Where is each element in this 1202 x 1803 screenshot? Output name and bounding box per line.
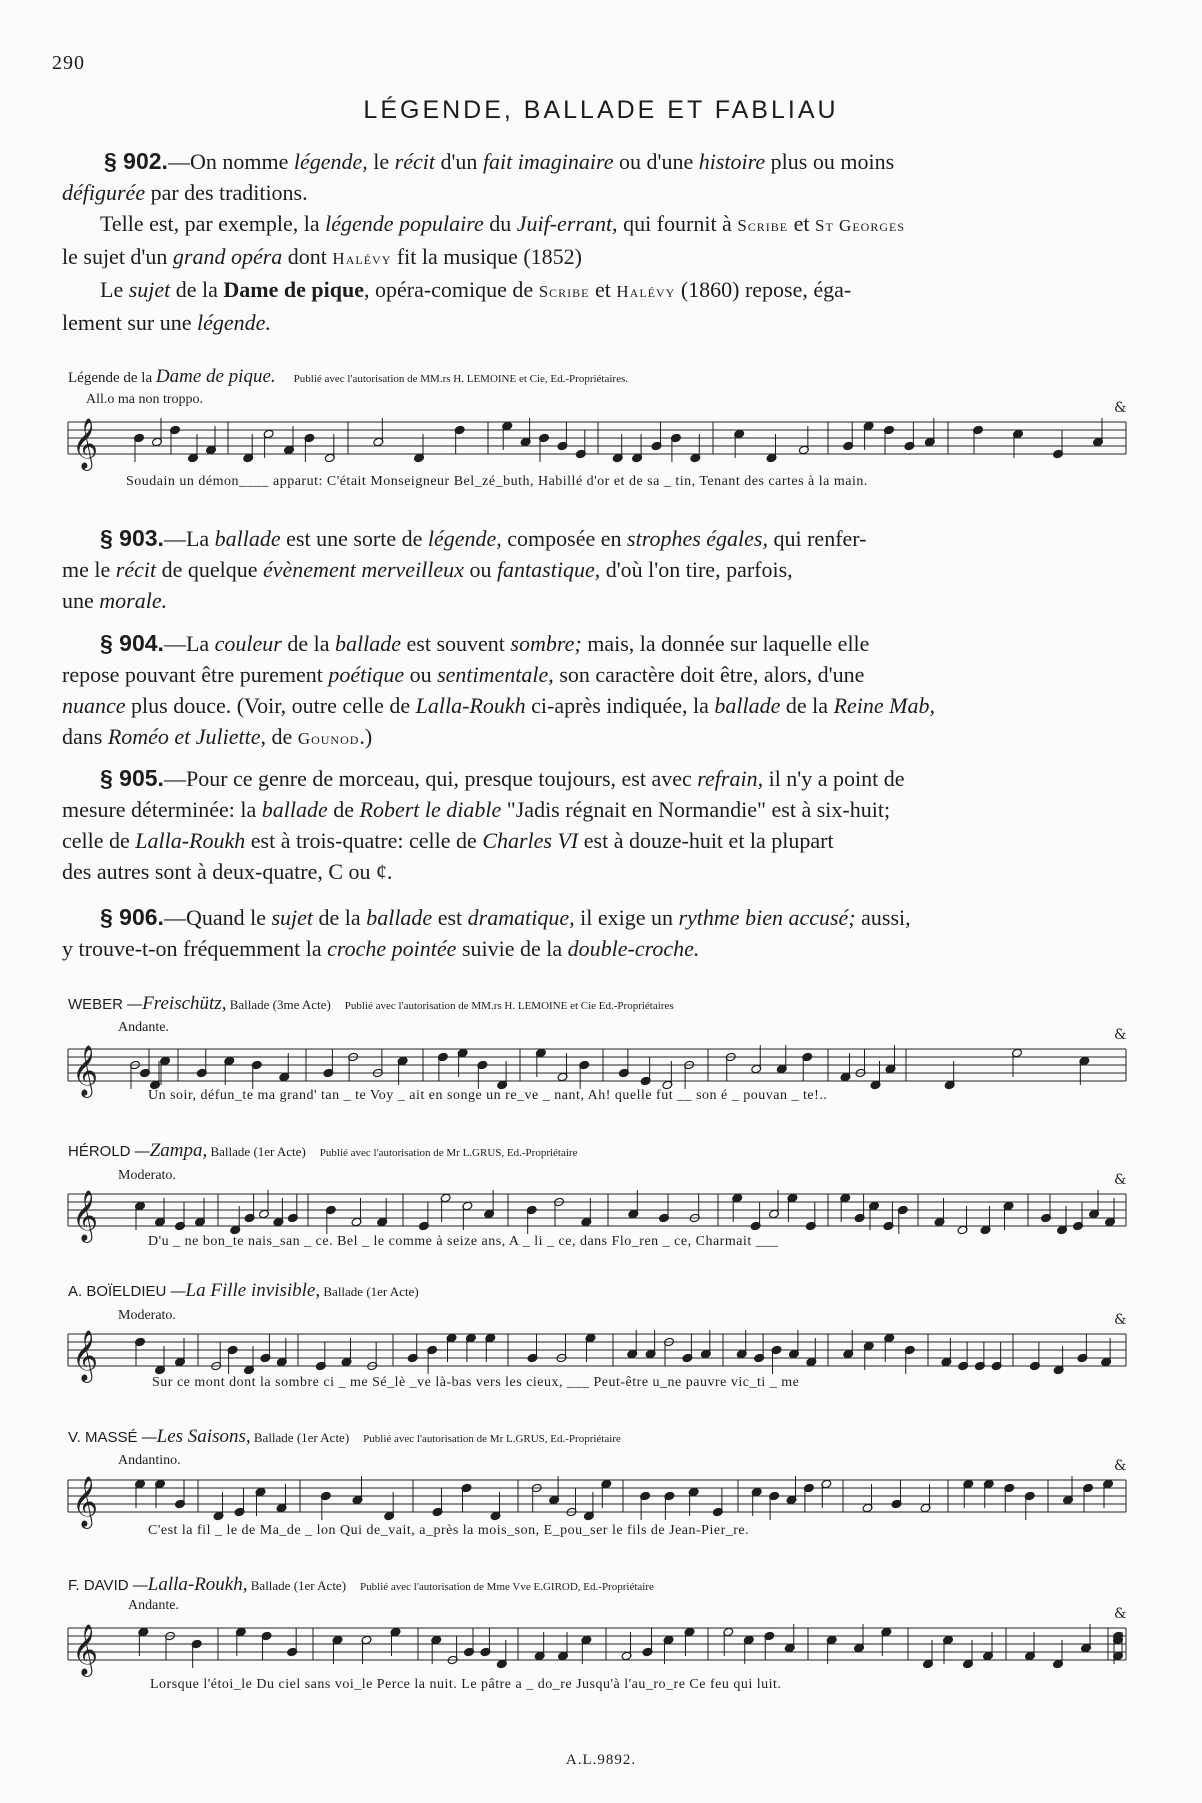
text: du: [483, 211, 517, 236]
text: composée en: [501, 526, 628, 551]
paragraph-904: [62, 628, 1132, 754]
paragraph-906: [62, 902, 1132, 964]
treble-clef: 𝄞: [72, 1190, 99, 1241]
text: des autres sont à deux-quatre, C ou ¢.: [62, 859, 393, 884]
text: de la: [780, 693, 834, 718]
text: ci-après indiquée, la: [525, 693, 715, 718]
text: sombre;: [510, 631, 582, 656]
text: Robert le diable: [359, 797, 502, 822]
section-number: § 904.: [100, 630, 164, 656]
line: [62, 856, 1132, 887]
text: de la: [313, 905, 367, 930]
text: dont: [282, 244, 333, 269]
line: [62, 177, 1132, 208]
treble-clef: 𝄞: [72, 1476, 99, 1527]
text: grand opéra: [172, 244, 283, 269]
text: ou d'une: [613, 149, 699, 174]
text: plus ou moins: [765, 149, 895, 174]
text: Juif-errant,: [516, 211, 618, 236]
lyrics: Un soir, défun_te ma grand' tan _ te Voy _ ait en songe un re_ve _ nant, Ah! quelle fut __ son é _ pouvan _ te!..: [148, 1088, 828, 1103]
composer-name: WEBER: [68, 996, 124, 1013]
composer-name: A. BOÏELDIEU: [68, 1283, 167, 1300]
publisher-note: Publié avec l'autorisation de MM.rs H. LEMOINE et Cie, Ed.-Propriétaires.: [293, 373, 629, 385]
segno-mark: &: [1114, 1606, 1127, 1622]
text: qui renfer-: [767, 526, 867, 551]
composer-name: F. DAVID: [68, 1577, 129, 1594]
text: Scribe: [538, 282, 590, 301]
lyrics: C'est la fil _ le de Ma_de _ lon Qui de_vait, a_près la mois_son, E_pou_ser le fils de Jean-Pier_re.: [148, 1523, 750, 1538]
text: ballade: [214, 526, 281, 551]
segno-mark: &: [1114, 400, 1127, 416]
ballade-detail: Ballade (1er Acte): [207, 1144, 306, 1159]
text: légende.: [197, 310, 271, 335]
line: [62, 208, 1132, 241]
line: [62, 307, 1132, 338]
text: poétique: [328, 662, 405, 687]
example-caption: V. MASSÉ —Les Saisons, Ballade (1er Acte) Publié avec l'autorisation de Mr L.GRUS, Ed.-Propriétaire: [68, 1426, 621, 1447]
text: mesure déterminée: la: [62, 797, 262, 822]
composer-name: V. MASSÉ: [68, 1429, 138, 1446]
text: par des traditions.: [145, 180, 308, 205]
text: est: [432, 905, 468, 930]
text: sujet: [128, 277, 171, 302]
line: [62, 902, 1132, 933]
text: histoire: [698, 149, 766, 174]
text: il n'y a point de: [763, 766, 905, 791]
text: Le: [100, 277, 129, 302]
text: de quelque: [156, 557, 263, 582]
treble-clef: 𝄞: [72, 1045, 99, 1096]
text: Légende de la: [68, 370, 156, 386]
line: [62, 690, 1132, 721]
line: [62, 554, 1132, 585]
text: ou: [404, 662, 438, 687]
segno-mark: &: [1114, 1172, 1127, 1188]
page-title: LÉGENDE, BALLADE ET FABLIAU: [363, 96, 839, 124]
text: Reine Mab,: [833, 693, 935, 718]
section-number: § 902.: [104, 148, 168, 174]
text: une: [62, 588, 100, 613]
text: d'où l'on tire, parfois,: [600, 557, 793, 582]
text: récit: [394, 149, 435, 174]
segno-mark: &: [1114, 1027, 1127, 1043]
ballade-detail: Ballade (3me Acte): [226, 997, 331, 1012]
tempo-marking: Andante.: [128, 1598, 179, 1613]
text: Gounod: [297, 729, 360, 748]
line: [62, 825, 1132, 856]
text: dramatique,: [467, 905, 575, 930]
tempo-marking: Andantino.: [118, 1453, 181, 1468]
text: morale.: [99, 588, 168, 613]
line: [62, 659, 1132, 690]
segno-mark: &: [1114, 1458, 1127, 1474]
work-title: Les Saisons,: [156, 1426, 251, 1447]
text: fait imaginaire: [482, 149, 614, 174]
text: nuance: [62, 693, 126, 718]
line: [62, 241, 1132, 274]
publisher-note: Publié avec l'autorisation de Mr L.GRUS, Ed.-Propriétaire: [363, 1433, 621, 1445]
ballade-detail: Ballade (1er Acte): [250, 1430, 350, 1445]
ballade-detail: Ballade (1er Acte): [320, 1284, 419, 1299]
music-staff: [68, 400, 1128, 469]
publisher-note: Publié avec l'autorisation de Mme Vve E.GIROD, Ed.-Propriétaire: [360, 1581, 654, 1593]
text: il exige un: [574, 905, 679, 930]
text: aussi,: [855, 905, 911, 930]
text: suivie de la: [456, 936, 568, 961]
work-title: Zampa,: [149, 1140, 208, 1161]
text: Roméo et Juliette,: [107, 724, 267, 749]
line: [62, 585, 1132, 616]
tempo-marking: All.o ma non troppo.: [86, 392, 204, 407]
publisher-note: Publié avec l'autorisation de Mr L.GRUS, Ed.-Propriétaire: [319, 1147, 578, 1159]
text: ballade: [366, 905, 433, 930]
text: Halévy: [332, 249, 392, 268]
text: son caractère doit être, alors, d'une: [553, 662, 865, 687]
text: Lalla-Roukh: [415, 693, 526, 718]
tempo-marking: Moderato.: [118, 1168, 176, 1183]
text: —On nomme: [167, 149, 294, 174]
treble-clef: 𝄞: [72, 1624, 99, 1675]
line: [62, 794, 1132, 825]
work-title: La Fille invisible,: [185, 1280, 321, 1301]
publisher-note: Publié avec l'autorisation de MM.rs H. LEMOINE et Cie Ed.-Propriétaires: [344, 1000, 674, 1012]
text: Telle est, par exemple, la: [100, 211, 326, 236]
text: rythme bien accusé;: [678, 905, 856, 930]
text: celle de: [62, 828, 136, 853]
text: de: [266, 724, 298, 749]
line: [62, 933, 1132, 964]
composer-name: HÉROLD: [68, 1143, 131, 1160]
line: [62, 146, 1132, 177]
text: strophes égales,: [627, 526, 768, 551]
example-caption: A. BOÏELDIEU —La Fille invisible, Ballade (1er Acte): [68, 1280, 419, 1301]
text: double-croche.: [567, 936, 700, 961]
text: me le: [62, 557, 116, 582]
text: Halévy: [616, 282, 676, 301]
example-caption: WEBER —Freischütz, Ballade (3me Acte) Publié avec l'autorisation de MM.rs H. LEMOINE et Cie Ed.-Propriétaires: [68, 993, 674, 1014]
work-title: Dame de pique.: [155, 366, 276, 387]
section-number: § 905.: [100, 765, 164, 791]
text: ballade: [714, 693, 781, 718]
text: St Georges: [815, 216, 905, 235]
line: [62, 721, 1132, 754]
text: Dame de pique: [223, 277, 364, 302]
text: repose pouvant être purement: [62, 662, 329, 687]
work-title: Freischütz,: [142, 993, 227, 1014]
text: de la: [170, 277, 224, 302]
text: qui fournit à: [617, 211, 738, 236]
text: —La: [163, 526, 215, 551]
text: le: [367, 149, 395, 174]
text: plus douce. (Voir, outre celle de: [125, 693, 416, 718]
text: est à trois-quatre: celle de: [245, 828, 483, 853]
text: .): [359, 724, 373, 749]
text: légende populaire: [325, 211, 484, 236]
section-number: § 906.: [100, 904, 164, 930]
text: sujet: [271, 905, 314, 930]
text: est une sorte de: [280, 526, 428, 551]
text: récit: [115, 557, 157, 582]
text: le sujet d'un: [62, 244, 173, 269]
text: de: [327, 797, 360, 822]
text: y trouve-t-on fréquemment la: [62, 936, 328, 961]
text: sentimentale,: [437, 662, 554, 687]
text: et: [788, 211, 816, 236]
text: lement sur une: [62, 310, 198, 335]
plate-number: A.L.9892.: [565, 1752, 637, 1768]
text: ballade: [261, 797, 328, 822]
line: [62, 523, 1132, 554]
example-caption: F. DAVID —Lalla-Roukh, Ballade (1er Acte) Publié avec l'autorisation de Mme Vve E.GIROD, Ed.-Propriétaire: [68, 1574, 654, 1595]
work-title: Lalla-Roukh,: [147, 1574, 248, 1595]
text: Scribe: [737, 216, 789, 235]
paragraph-903: [62, 523, 1132, 616]
text: mais, la donnée sur laquelle elle: [581, 631, 870, 656]
section-number: § 903.: [100, 525, 164, 551]
music-staff: [68, 1606, 1128, 1675]
text: Lalla-Roukh: [135, 828, 246, 853]
page-number: 290: [52, 52, 85, 74]
text: évènement merveilleux: [263, 557, 464, 582]
text: dans: [62, 724, 108, 749]
lyrics: Soudain un démon____ apparut: C'était Monseigneur Bel_zé_buth, Habillé d'or et de sa _ tin, Tenant des cartes à la main.: [126, 474, 868, 489]
line: [62, 628, 1132, 659]
lyrics: D'u _ ne bon_te nais_san _ ce. Bel _ le comme à seize ans, A _ li _ ce, dans Flo_ren _ ce, Charmait ___: [148, 1234, 779, 1249]
lyrics: Lorsque l'étoi_le Du ciel sans voi_le Perce la nuit. Le pâtre a _ do_re Jusqu'à l'au_ro_re Ce feu qui luit.: [150, 1677, 782, 1692]
lyrics: Sur ce mont dont la sombre ci _ me Sé_lè _ve là-bas vers les cieux, ___ Peut-être u_ne pauvre vic_ti _ me: [152, 1375, 800, 1390]
line: [62, 274, 1132, 307]
text: "Jadis régnait en Normandie" est à six-huit;: [501, 797, 891, 822]
tempo-marking: Moderato.: [118, 1308, 176, 1323]
text: fit la musique (1852): [391, 244, 582, 269]
text: —Pour ce genre de morceau, qui, presque toujours, est avec: [163, 766, 698, 791]
text: , opéra-comique de: [363, 277, 539, 302]
ballade-detail: Ballade (1er Acte): [247, 1578, 347, 1593]
treble-clef: 𝄞: [72, 1330, 99, 1381]
text: légende,: [427, 526, 502, 551]
example-caption: [68, 366, 628, 388]
text: fantastique,: [496, 557, 601, 582]
text: défigurée: [62, 180, 146, 205]
text: croche pointée: [327, 936, 457, 961]
text: et: [589, 277, 617, 302]
paragraph-902: [62, 146, 1132, 338]
text: d'un: [434, 149, 483, 174]
text: est à douze-huit et la plupart: [578, 828, 834, 853]
line: [62, 763, 1132, 794]
paragraph-905: [62, 763, 1132, 887]
text: de la: [281, 631, 336, 656]
text: légende,: [293, 149, 368, 174]
text: est souvent: [401, 631, 511, 656]
text: (1860) repose, éga-: [675, 277, 852, 302]
tempo-marking: Andante.: [118, 1020, 169, 1035]
text: —Quand le: [163, 905, 272, 930]
text: ou: [463, 557, 497, 582]
example-caption: HÉROLD —Zampa, Ballade (1er Acte) Publié avec l'autorisation de Mr L.GRUS, Ed.-Propriétaire: [68, 1140, 578, 1161]
text: Charles VI: [482, 828, 579, 853]
segno-mark: &: [1114, 1312, 1127, 1328]
text: ballade: [335, 631, 402, 656]
text: —La: [163, 631, 215, 656]
text: refrain,: [697, 766, 764, 791]
treble-clef: 𝄞: [72, 418, 99, 469]
text: couleur: [214, 631, 282, 656]
